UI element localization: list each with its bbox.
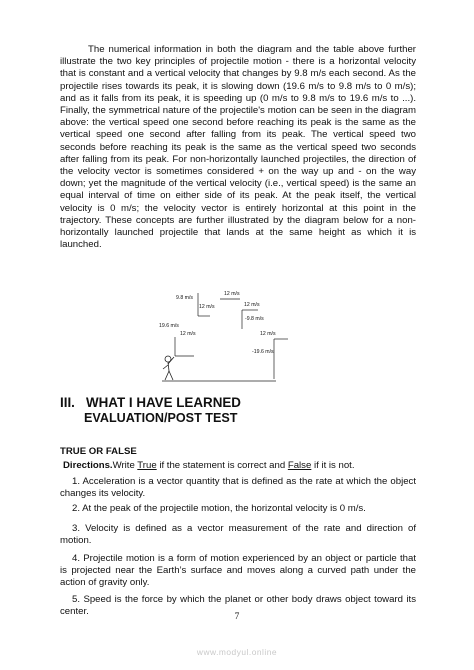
label-h-top-right: 12 m/s xyxy=(244,302,260,308)
directions-text-post: if it is not. xyxy=(311,460,355,471)
quiz-heading: TRUE OR FALSE xyxy=(60,446,137,457)
label-h-launch: 12 m/s xyxy=(180,331,196,337)
section-subtitle: EVALUATION/POST TEST xyxy=(84,411,238,425)
quiz-item-5: 5. Speed is the force by which the planet or other body draws object toward its center. xyxy=(60,594,416,618)
quiz-directions xyxy=(63,460,416,471)
true-word: True xyxy=(137,460,157,471)
false-word: False xyxy=(287,460,312,471)
body-paragraph: The numerical information in both the diagram and the table above further illustrate the two key principles of projectile motion - there is a horizontal velocity that is constant and a vertical velocity that changes by 9.8 m/s each second. As the projectile rises towards its peak, it is slowing down (19.6 m/s to 9.8 m/s to 0 m/s); and as it falls from its peak, it is speeding up (0 m/s to 9.8 m/s to 19.6 m/s to ...). Finally, the symmetrical nature of the projectile's motion can be seen in the diagram above: the vertical speed one second before reaching its peak is the same as the vertical speed one second after falling from its peak. The vertical speed two seconds before reaching its peak is the same as the vertical speed two seconds after falling from its peak. For non-horizontally launched projectiles, the direction of the velocity vector is sometimes considered + on the way up and - on the way down; yet the magnitude of the vertical velocity (i.e., vertical speed) is the same an equal interval of time on either side of its peak. At the peak itself, the vertical velocity is 0 m/s; the velocity vector is entirely horizontal at this point in the trajectory. These concepts are further illustrated by the diagram below for a non-horizontally launched projectile that lands at the same height as which it is launched. xyxy=(60,44,416,251)
section-title: WHAT I HAVE LEARNED xyxy=(86,395,241,410)
label-v-top-left: 9.8 m/s xyxy=(176,295,194,301)
watermark: www.modyul.online xyxy=(196,647,278,657)
label-v-launch: 19.6 m/s xyxy=(159,323,179,329)
directions-label: Directions. xyxy=(63,460,113,471)
directions-text-pre: Write xyxy=(112,460,138,471)
quiz-item-1: 1. Acceleration is a vector quantity that is defined as the rate at which the object changes its velocity. xyxy=(60,476,416,500)
label-h-top-left: 12 m/s xyxy=(199,304,215,310)
projectile-velocity-diagram xyxy=(158,287,298,382)
quiz-item-3: 3. Velocity is defined as a vector measurement of the rate and direction of motion. xyxy=(60,523,416,547)
directions-text-mid: if the statement is correct and xyxy=(156,460,288,471)
quiz-item-2: 2. At the peak of the projectile motion, the horizontal velocity is 0 m/s. xyxy=(72,503,366,514)
label-v-top-right: -9.8 m/s xyxy=(245,316,264,322)
launcher-person xyxy=(163,356,174,380)
section-number: III. xyxy=(60,395,75,410)
label-v-landing: -19.6 m/s xyxy=(252,349,274,355)
page-number: 7 xyxy=(234,612,240,622)
label-h-landing: 12 m/s xyxy=(260,331,276,337)
quiz-item-4: 4. Projectile motion is a form of motion experienced by an object or particle that is projected near the Earth’s surface and moves along a curved path under the action of gravity only. xyxy=(60,553,416,589)
section-heading xyxy=(60,395,241,410)
label-h-peak: 12 m/s xyxy=(224,291,240,297)
